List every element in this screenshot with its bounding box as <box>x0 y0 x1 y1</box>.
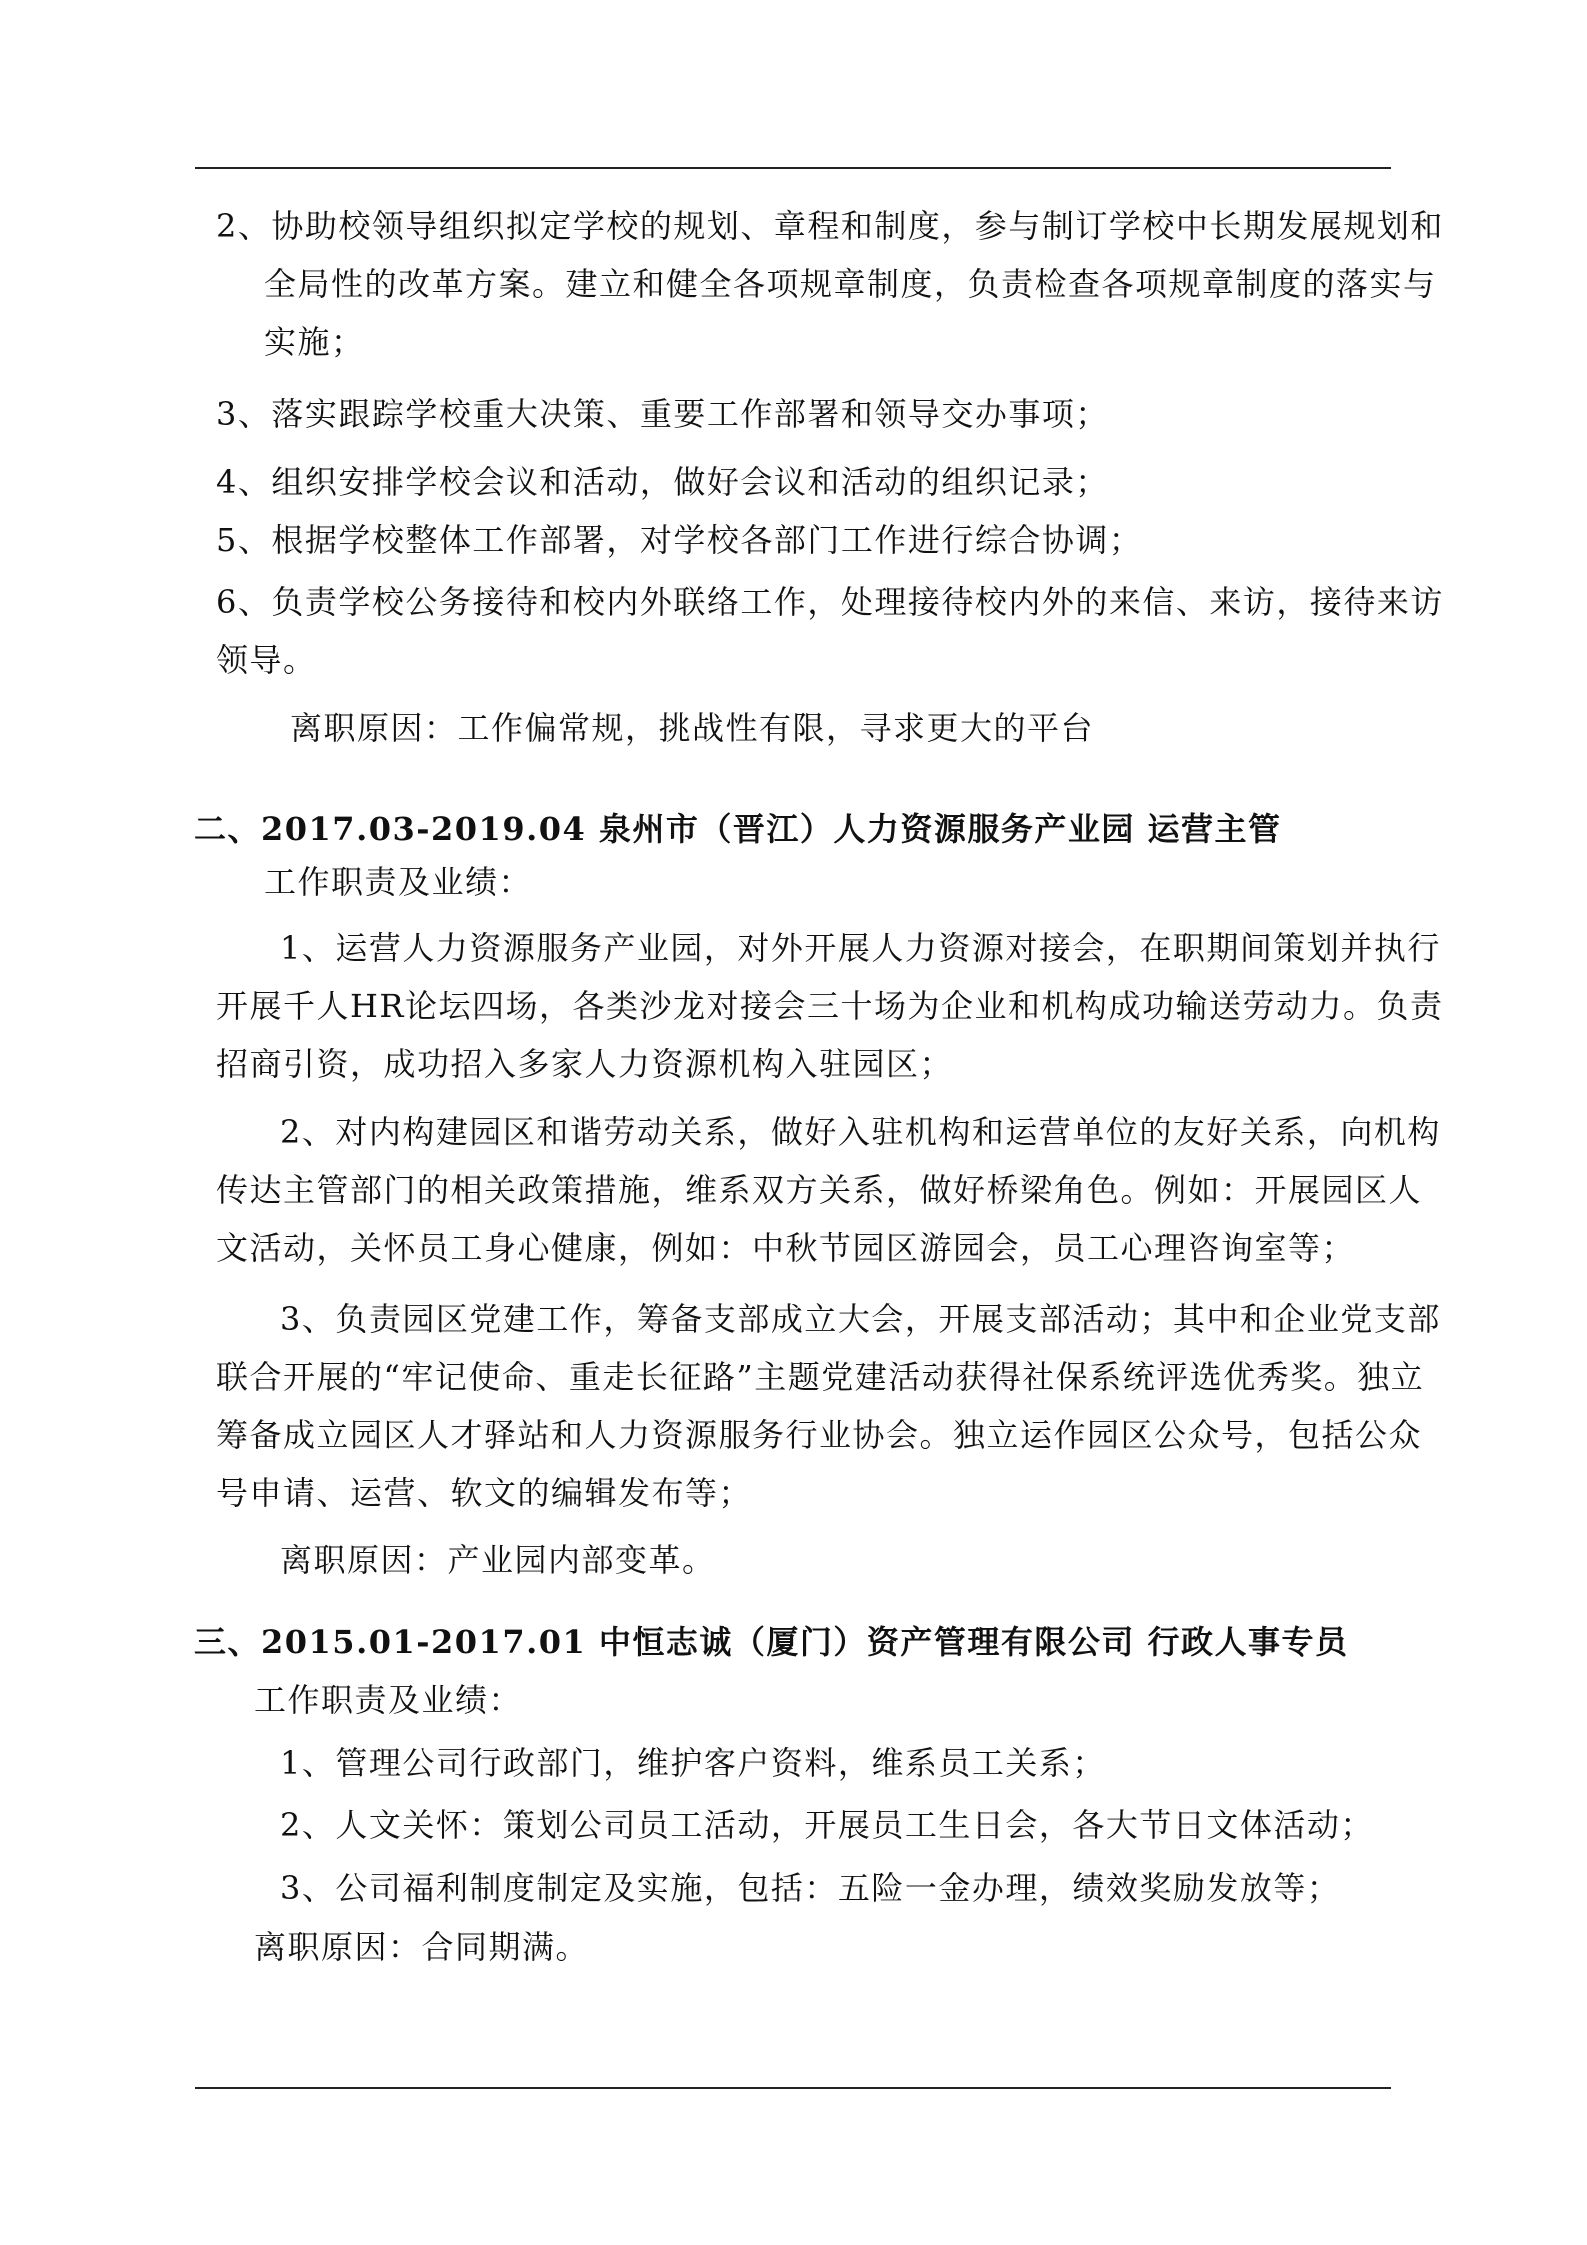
sec2-duties-label: 工作职责及业绩： <box>264 863 533 901</box>
sec3-heading: 三、2015.01-2017.01 中恒志诚（厦门）资产管理有限公司 行政人事专员 <box>194 1623 1349 1661</box>
header-rule <box>195 167 1391 169</box>
sec3-duty3: 3、公司福利制度制定及实施，包括：五险一金办理，绩效奖励发放等； <box>280 1869 1341 1907</box>
sec2-duty3-line3: 筹备成立园区人才驿站和人力资源服务行业协会。独立运作园区公众号，包括公众 <box>216 1416 1423 1454</box>
sec1-item2-line3: 实施； <box>264 323 365 361</box>
sec3-duties-label: 工作职责及业绩： <box>254 1681 523 1719</box>
sec1-item5: 5、根据学校整体工作部署，对学校各部门工作进行综合协调； <box>216 521 1143 559</box>
sec1-item2-line1: 2、协助校领导组织拟定学校的规划、章程和制度，参与制订学校中长期发展规划和 <box>216 207 1444 245</box>
sec1-item6-line1: 6、负责学校公务接待和校内外联络工作，处理接待校内外的来信、来访，接待来访 <box>216 583 1444 621</box>
sec2-duty3-line1: 3、负责园区党建工作，筹备支部成立大会，开展支部活动；其中和企业党支部 <box>280 1300 1441 1338</box>
sec2-duty2-line1: 2、对内构建园区和谐劳动关系，做好入驻机构和运营单位的友好关系，向机构 <box>280 1113 1441 1151</box>
sec1-item3: 3、落实跟踪学校重大决策、重要工作部署和领导交办事项； <box>216 395 1109 433</box>
footer-rule <box>195 2087 1391 2089</box>
sec2-heading: 二、2017.03-2019.04 泉州市（晋江）人力资源服务产业园 运营主管 <box>194 810 1282 848</box>
sec1-leave-reason: 离职原因：工作偏常规，挑战性有限，寻求更大的平台 <box>290 709 1095 747</box>
sec2-duty3-line4: 号申请、运营、软文的编辑发布等； <box>216 1474 753 1512</box>
sec1-item6-line2: 领导。 <box>216 641 317 679</box>
sec3-duty1: 1、管理公司行政部门，维护客户资料，维系员工关系； <box>280 1744 1106 1782</box>
sec3-duty2: 2、人文关怀：策划公司员工活动，开展员工生日会，各大节日文体活动； <box>280 1806 1374 1844</box>
sec2-duty1-line2: 开展千人HR论坛四场，各类沙龙对接会三十场为企业和机构成功输送劳动力。负责 <box>216 987 1444 1025</box>
sec2-duty1-line3: 招商引资，成功招入多家人力资源机构入驻园区； <box>216 1045 954 1083</box>
sec2-duty2-line3: 文活动，关怀员工身心健康，例如：中秋节园区游园会，员工心理咨询室等； <box>216 1229 1356 1267</box>
sec2-leave-reason: 离职原因：产业园内部变革。 <box>280 1541 716 1579</box>
sec3-leave-reason: 离职原因：合同期满。 <box>254 1928 590 1966</box>
sec2-duty2-line2: 传达主管部门的相关政策措施，维系双方关系，做好桥梁角色。例如：开展园区人 <box>216 1171 1423 1209</box>
sec2-duty3-line2: 联合开展的“牢记使命、重走长征路”主题党建活动获得社保系统评选优秀奖。独立 <box>216 1358 1425 1396</box>
sec1-item2-line2: 全局性的改革方案。建立和健全各项规章制度，负责检查各项规章制度的落实与 <box>264 265 1437 303</box>
sec1-item4: 4、组织安排学校会议和活动，做好会议和活动的组织记录； <box>216 463 1109 501</box>
sec2-duty1-line1: 1、运营人力资源服务产业园，对外开展人力资源对接会，在职期间策划并执行 <box>280 929 1441 967</box>
